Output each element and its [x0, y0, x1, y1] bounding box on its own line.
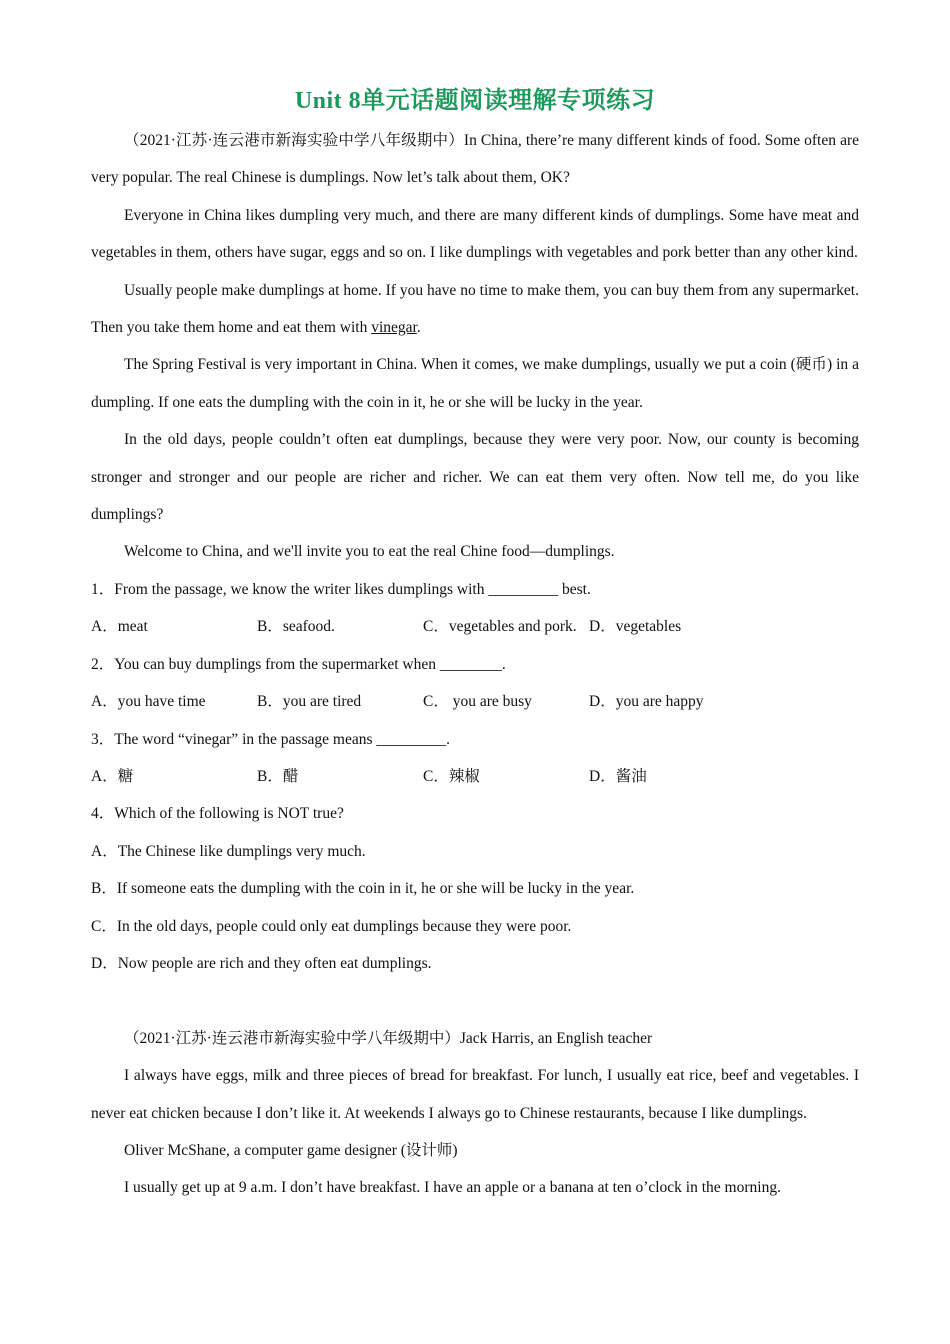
passage1-paragraph-6: Welcome to China, and we'll invite you to eat the real Chine food—dumplings. [124, 543, 615, 561]
question-3-options [91, 758, 859, 795]
option-c[interactable]: C． you are busy [423, 693, 532, 711]
passage2-paragraph-2: I always have eggs, milk and three pieces of bread for breakfast. For lunch, I usually eat rice, beef and vegetables. I never eat chicken because I don’t like it. At weekends I always go to Chinese restaurants, because I like dumplings. [91, 1067, 859, 1122]
passage2-paragraph-3: Oliver McShane, a computer game designer (设计师) [124, 1141, 458, 1159]
option-d[interactable]: D．vegetables [589, 618, 682, 636]
passage1-paragraph-4: The Spring Festival is very important in China. When it comes, we make dumplings, usually we put a coin (硬币) in a dumpling. If one eats the dumpling with the coin in it, he or she will be lucky in the year. [91, 356, 859, 411]
underlined-word: vinegar [371, 319, 417, 337]
paragraph-text: Usually people make dumplings at home. If you have no time to make them, you can buy them from any supermarket. Then you take them home and eat them with [91, 281, 859, 337]
source-label: （2021·江苏·连云港市新海实验中学八年级期中） [124, 1029, 460, 1047]
passage1-paragraph-5: In the old days, people couldn’t often eat dumplings, because they were very poor. Now, our county is becoming stronger and stronger and our people are richer and richer. We can eat them very often. Now tell me, do you like dumplings? [91, 431, 859, 524]
option-a[interactable]: A．糖 [91, 767, 134, 785]
question-4: 4．Which of the following is NOT true? [91, 805, 344, 823]
passage2-intro [91, 1020, 859, 1057]
question-2-options [91, 683, 859, 720]
page-title: Unit 8单元话题阅读理解专项练习 [294, 88, 656, 114]
paragraph-text: . [416, 319, 421, 337]
option-d[interactable]: D．you are happy [589, 693, 704, 711]
option-b[interactable]: B．seafood. [257, 618, 335, 636]
option-a[interactable]: A．you have time [91, 693, 206, 711]
option-b[interactable]: B．you are tired [257, 693, 362, 711]
option-a[interactable]: A．The Chinese like dumplings very much. [91, 842, 366, 860]
source-label: （2021·江苏·连云港市新海实验中学八年级期中） [124, 132, 464, 149]
document-body [91, 122, 859, 1207]
option-c[interactable]: C．辣椒 [423, 767, 480, 785]
passage2-paragraph-4: I usually get up at 9 a.m. I don’t have breakfast. I have an apple or a banana at ten o’clock in the morning. [124, 1179, 781, 1197]
option-d[interactable]: D．Now people are rich and they often eat dumplings. [91, 954, 432, 972]
passage1-paragraph-3 [91, 272, 859, 347]
option-c[interactable]: C．vegetables and pork. [423, 618, 577, 636]
question-1: 1．From the passage, we know the writer likes dumplings with _________ best. [91, 580, 591, 598]
option-c[interactable]: C．In the old days, people could only eat dumplings because they were poor. [91, 917, 572, 935]
passage1-paragraph-2: Everyone in China likes dumpling very much, and there are many different kinds of dumplings. Some have meat and vegetables in them, others have sugar, eggs and so on. I like dumplings with vegetables and pork better than any other kind. [91, 206, 859, 262]
question-1-options [91, 608, 859, 645]
option-d[interactable]: D．酱油 [589, 767, 647, 785]
paragraph-text: In China, there’re many different kinds of food. Some often are very popular. The real Chinese is dumplings. Now let’s talk about them, OK? [91, 132, 859, 187]
question-2: 2．You can buy dumplings from the supermarket when ________. [91, 655, 506, 673]
paragraph-text: Jack Harris, an English teacher [459, 1029, 653, 1047]
option-a[interactable]: A．meat [91, 618, 148, 636]
section-spacer [91, 982, 859, 1019]
question-3: 3．The word “vinegar” in the passage means _________. [91, 730, 450, 748]
option-b[interactable]: B．If someone eats the dumpling with the coin in it, he or she will be lucky in the year. [91, 880, 635, 898]
option-b[interactable]: B．醋 [257, 767, 299, 785]
passage1-intro [91, 122, 859, 197]
